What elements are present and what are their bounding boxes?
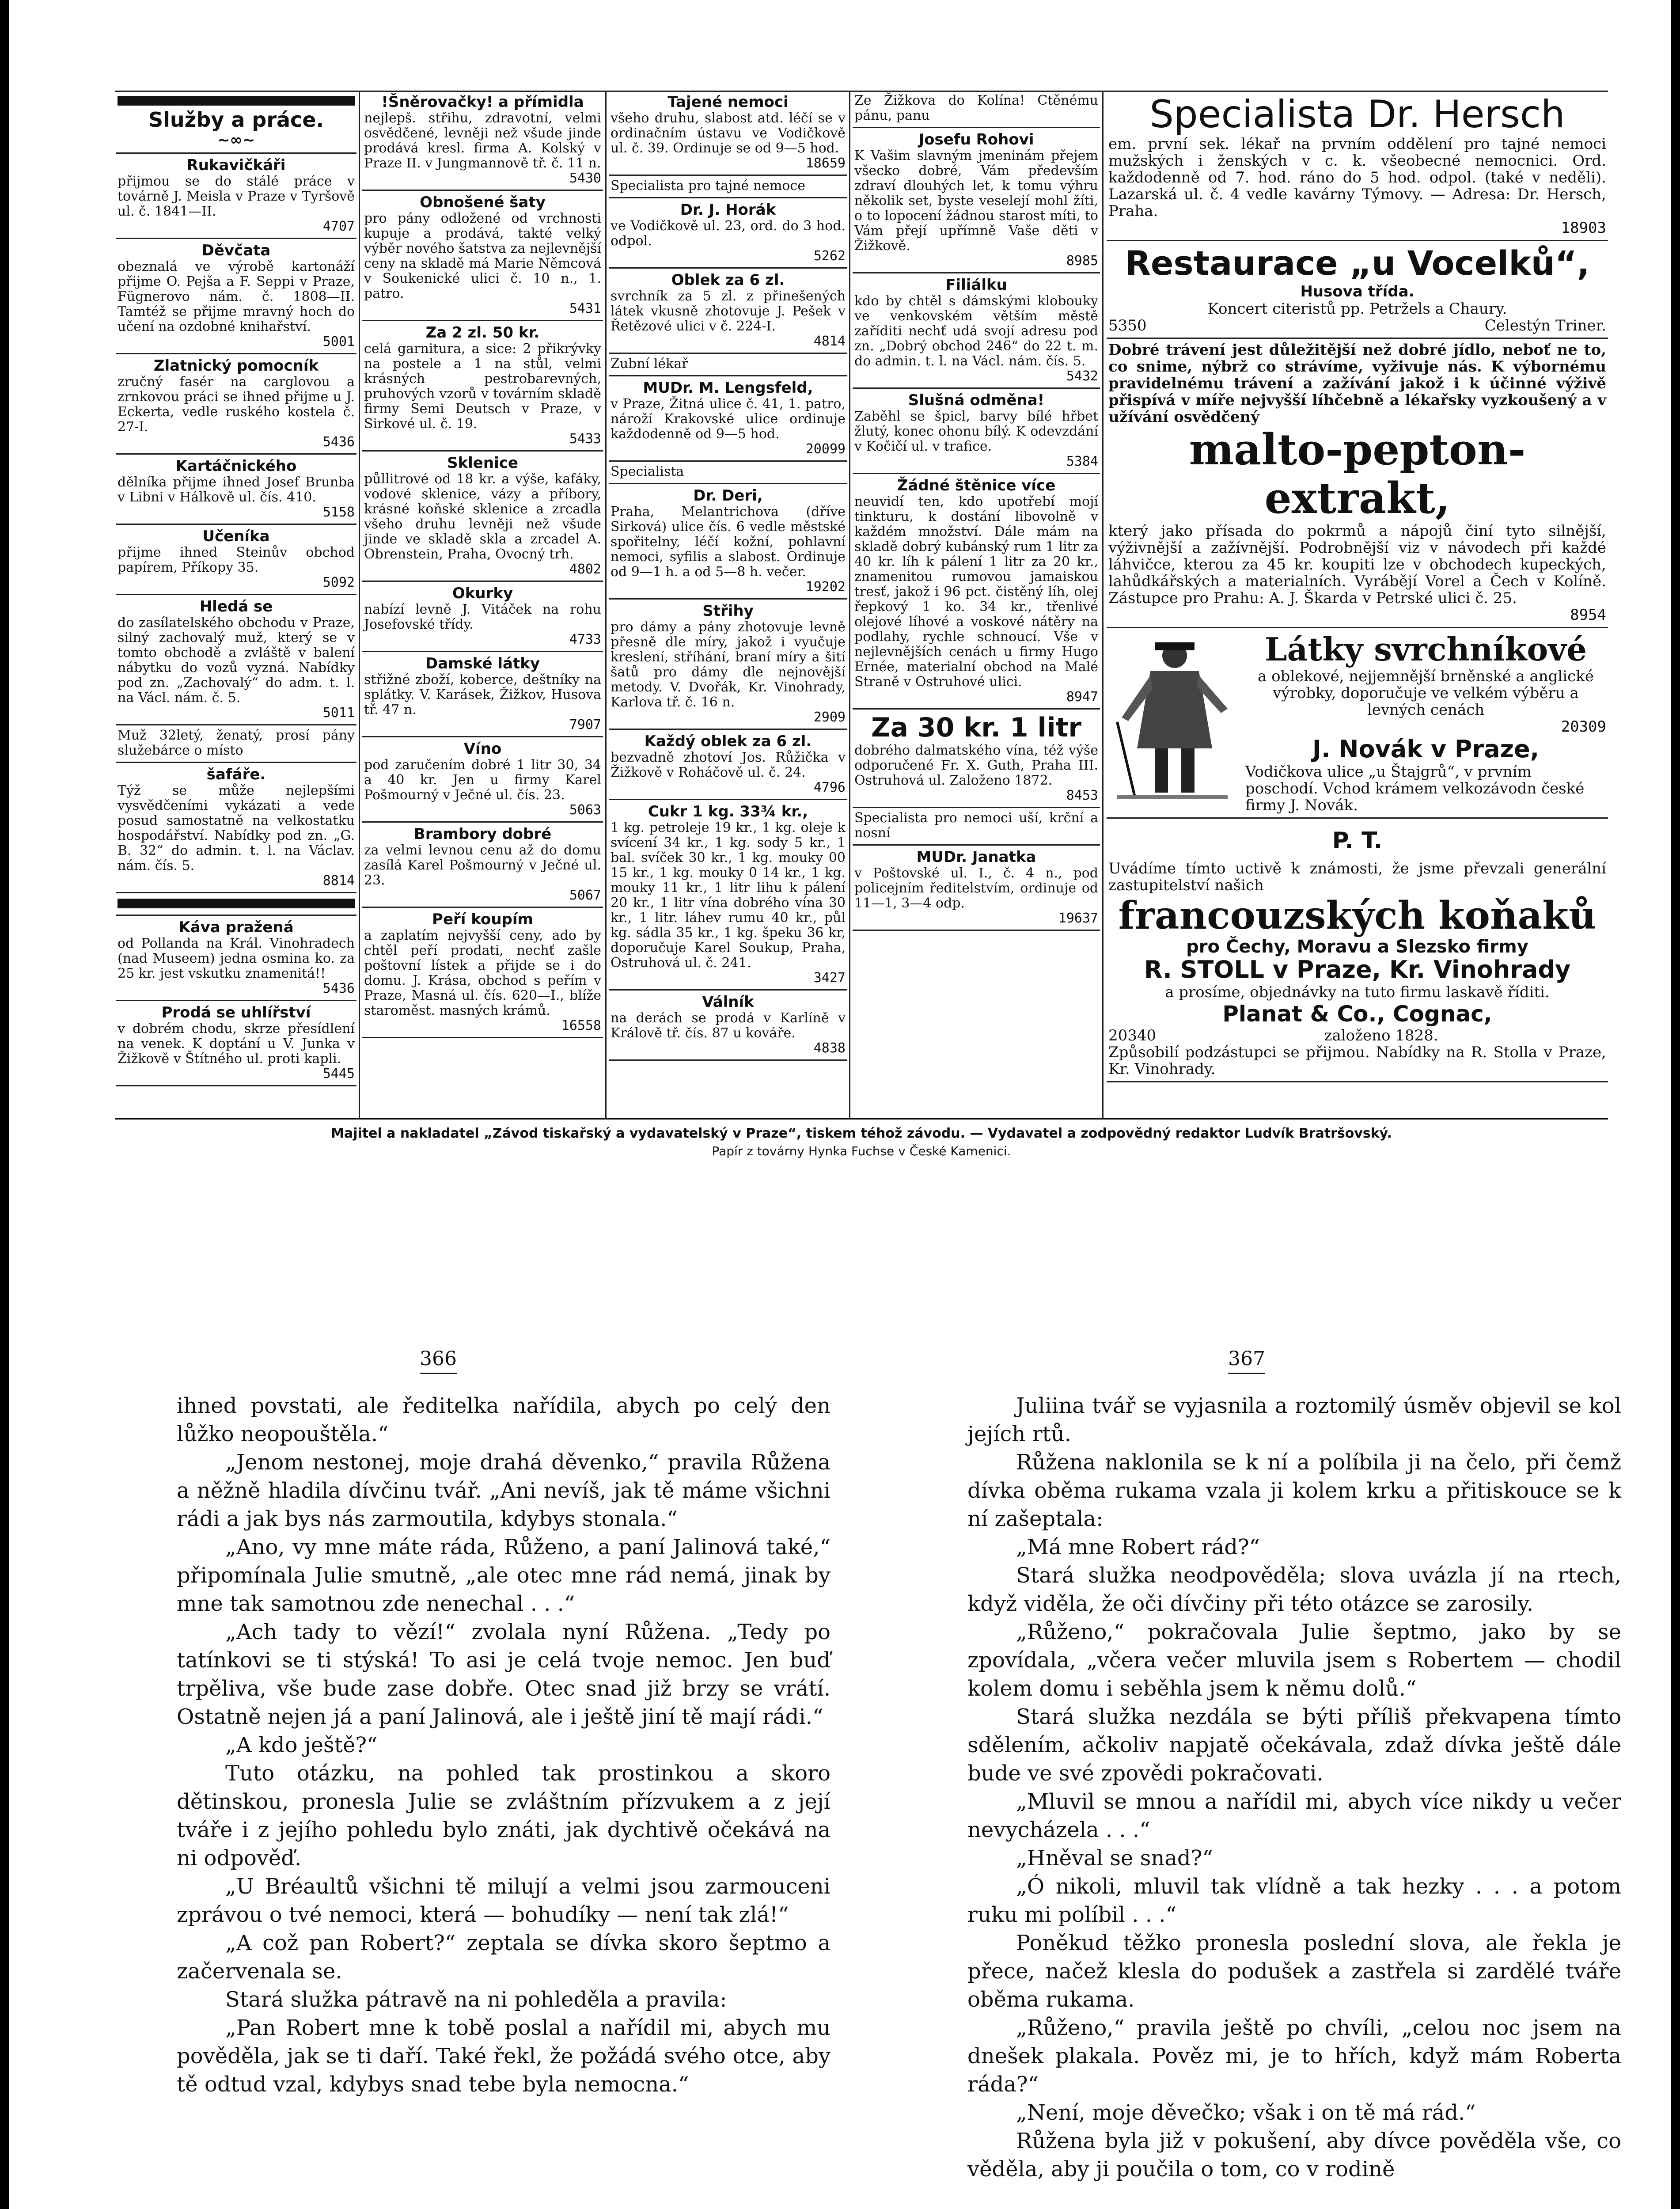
ad-text: od Pollanda na Král. Vinohradech (nad Museem) jedna osmina ko. za 25 kr. jest vskutku znamenitá!!	[118, 936, 355, 981]
separator-bar	[118, 899, 355, 908]
page-number-left	[420, 1347, 457, 1374]
imprint-line-2: Papír z továrny Hynka Fuchse v České Kamenici.	[712, 1144, 1011, 1158]
novel-paragraph: „Jenom nestonej, moje drahá děvenko,“ pravila Růžena a něžně hladila dívčinu tvář. „Ani nevíš, jak tě máme všichni rádi a jak bys nás zarmoutila, kdybys stonala.“	[177, 1450, 831, 1531]
ad-heading: Cukr 1 kg. 33¾ kr.,	[648, 803, 808, 820]
ad-text: Zubní lékař	[611, 356, 688, 372]
ad-number: 5092	[322, 575, 355, 590]
scan-edge-left	[0, 0, 9, 2209]
classified-ad	[609, 376, 847, 462]
ad-text: dělníka přijme ihned Josef Brunba v Libni v Hálkově ul. čís. 410.	[118, 474, 355, 505]
ad-text: bezvadně zhotoví Jos. Růžička v Žižkově v Roháčově ul. č. 24.	[611, 750, 846, 780]
ad-text: pro dámy a pány zhotovuje levně přesně dle míry, jakož i vyučuje kreslení, stříhání, braní míry a šití šatů pro dámy dle nejnovější metody. V. Dvořák, Kr. Vinohrady, Karlova tř. č. 16 n.	[611, 619, 846, 710]
ad-text: zručný fasér na carglovou a zrnkovou práci se ihned přijme u J. Eckerta, vedle ruského kostela č. 27-I.	[118, 374, 355, 435]
ad-number: 2909	[813, 710, 846, 725]
ad-heading: šafáře.	[206, 766, 266, 783]
ad-column-5	[1107, 91, 1608, 1082]
novel-paragraph: „A kdo ještě?“	[225, 1733, 378, 1757]
novak-title: J. Novák v Praze,	[1312, 735, 1540, 763]
novel-paragraph: „A což pan Robert?“ zeptala se dívka skoro šeptmo a začervenala se.	[177, 1931, 831, 1984]
ad-number: 4796	[813, 780, 846, 795]
classified-ad	[116, 893, 356, 916]
novel-paragraph: „Růženo,“ pravila ještě po chvíli, „celou noc jsem na dnešek plakala. Pověz mi, je to hřích, když mám Roberta ráda?“	[967, 2015, 1621, 2097]
imprint	[115, 1118, 1608, 1160]
ad-number: 7907	[569, 717, 601, 733]
classified-ad	[362, 652, 603, 737]
ad-number: 5067	[569, 888, 601, 903]
novel-paragraph: Růžena naklonila se k ní a políbila ji na čelo, při čemž dívka oběma rukama vzala ji kolem krku a přitiskouce se k ní zašeptala:	[967, 1450, 1621, 1531]
scan-edge-right	[1671, 0, 1680, 2209]
hersch-text: em. první sek. lékař na prvním oddělení pro tajné nemoci mužských i ženských v c. k. všeobecné nemocnici. Ord. každodenně od 7. hod. ráno do 5 hod. odpol. (také v neděli). Lazarská ul. č. 4 vedle kavárny Týmovy. — Adresa: Dr. Hersch, Praha.	[1108, 135, 1606, 220]
ad-heading: Sklenice	[447, 454, 518, 472]
ad-text: Týž se může nejlepšími vysvědčeními vykázati a vede posud samostatně na velkostatku hospodářství. Nabídky pod zn. „G. B. 32“ do admin. t. l. na Václav. nám. čís. 5.	[118, 783, 355, 873]
classified-ad	[362, 908, 603, 1038]
novel-paragraph: Poněkud těžko pronesla poslední slova, ale řekla je přece, načež klesla do podušek a zastřela si zardělé tváře oběma rukama.	[967, 1931, 1621, 2012]
ad-number: 5262	[813, 248, 846, 264]
ad-number: 8954	[1570, 606, 1606, 624]
ad-number: 8985	[1066, 253, 1098, 269]
ad-number: 20340	[1108, 1027, 1157, 1044]
novel-paragraph: Stará služka pátravě na ni pohleděla a pravila:	[225, 1987, 727, 2012]
classified-ad	[116, 91, 356, 154]
ad-text: půllitrové od 18 kr. a výše, kafáky, vodové sklenice, vázy a příbory, krásné koňské sklenice a zrcadla všeho druhu levněji než všude jinde ve skladě skla a zrcadel A. Obrenstein, Praha, Ovocný trh.	[364, 471, 601, 562]
novel-paragraph: „Růženo,“ pokračovala Julie šeptmo, jako by se zpovídala, „včera večer mluvila jsem s Robertem — chodil kolem domu i seběhla jsem k němu dolů.“	[967, 1620, 1621, 1701]
ad-heading: MUDr. M. Lengsfeld,	[643, 379, 813, 397]
ad-number: 19202	[805, 579, 846, 595]
ad-text: Ze Žižkova do Kolína! Ctěnému pánu, panu	[854, 93, 1098, 123]
ad-text: do zasílatelského obchodu v Praze, silný zachovalý muž, který se v tomto obchodě a zvláště v balení nábytku do vozů vyzná. Nabídky pod zn. „Zachovalý“ do adm. t. l. na Václ. nám. č. 5.	[118, 615, 355, 706]
ad-number: 8814	[322, 873, 355, 888]
classified-ad	[116, 239, 356, 354]
ad-number: 5436	[322, 434, 355, 450]
classified-ad	[609, 600, 847, 730]
novel-paragraph: „U Bréaultů všichni tě milují a velmi jsou zarmouceni zprávou o tvé nemoci, která — bohudíky — není tak zlá!“	[177, 1874, 831, 1927]
ad-text: v Poštovské ul. I., č. 4 n., pod policejním ředitelstvím, ordinuje od 11—1, 3—4 odp.	[854, 865, 1098, 911]
malto-text: který jako přísada do pokrmů a nápojů činí tyto silnější, výživnější a zažívnější. Podrobnější viz v návodech při každé láhvičce, kterou za 45 kr. koupiti lze v obchodech kupeckých, lahůdkářských a materialních. Vyrábějí Vorel a Čech v Kolíně. Zástupce pro Prahu: A. J. Škarda v Petrské ulici č. 25.	[1108, 522, 1606, 607]
ad-text: pod zaručením dobré 1 litr 30, 34 a 40 kr. Jen u firmy Karel Pošmourný v Ječné ul. čís. 23.	[364, 757, 601, 803]
ad-heading: Dr. J. Horák	[680, 201, 776, 219]
planat-firm: Planat & Co., Cognac,	[1222, 1001, 1492, 1027]
novel-paragraph: Stará služka neodpověděla; slova uvázla jí na rtech, když viděla, že oči dívčiny při této otázce se zarosily.	[967, 1563, 1621, 1616]
ad-text: svrchník za 5 zl. z přinešených látek vkusně zhotovuje J. Pešek v Řetězové ulici v č. 224-I.	[611, 288, 846, 334]
ad-heading: Káva pražená	[178, 919, 294, 936]
ad-heading: Žádné štěnice více	[897, 477, 1056, 494]
novel-page-left	[177, 1392, 831, 2099]
ad-column-1	[116, 91, 356, 1086]
ad-heading: MUDr. Janatka	[916, 848, 1036, 866]
novel-paragraph: ihned povstati, ale ředitelka nařídila, abych po celý den lůžko neopouštěla.“	[177, 1393, 831, 1446]
novel-paragraph: „Mluvil se mnou a nařídil mi, abych více nikdy u večer nevycházela . . .“	[967, 1789, 1621, 1842]
latky-title: Látky svrchníkové	[1264, 630, 1587, 668]
ad-column-3	[609, 91, 847, 1061]
ad-heading: Víno	[463, 740, 502, 758]
imprint-line-1: Majitel a nakladatel „Závod tiskařský a vydavatelský v Praze“, tiskem téhož závodu. — Vydavatel a zodpovědný redaktor Ludvík Bratršovský.	[331, 1126, 1392, 1141]
ad-text: Specialista pro tajné nemoce	[611, 178, 805, 194]
ad-text: na derách se prodá v Karlíně v Králově tř. čís. 87 u kováře.	[611, 1010, 846, 1041]
ad-text: dobrého dalmatského vína, též výše odporučené Fr. X. Guth, Praha III. Ostruhová ul. Založeno 1872.	[854, 743, 1098, 788]
classified-ad	[116, 525, 356, 595]
novel-paragraph: „Není, moje děvečko; však i on tě má rád.“	[1016, 2100, 1476, 2125]
ad-text: v Praze, Žitná ulice č. 41, 1. patro, nároží Krakovské ulice ordinuje každodenně od 9—5 hod.	[611, 396, 846, 442]
ad-text: Specialista pro nemoci uší, krční a nosní	[854, 810, 1098, 841]
classified-ad	[853, 128, 1100, 273]
ad-number: 4802	[569, 562, 601, 577]
novak-text: Vodičkova ulice „u Štajgrů“, v prvním poschodí. Vchod krámem velkozávodn české firmy J. Novák.	[1245, 763, 1585, 814]
classified-ad	[609, 91, 847, 176]
ad-number: 16558	[561, 1018, 601, 1033]
column-rule	[605, 91, 607, 1118]
malto-intro: Dobré trávení jest důležitější než dobré jídlo, neboť ne to, co snime, nýbrž co strávíme, vyživuje nás. K výbornému pravidelnému trávení a zažívání jakož i k účinné výživě přispívá v míře nejvyšší líhčebně a lékařsky vyzkoušený a v užívání osvědčený	[1108, 341, 1606, 426]
novel-paragraph: Růžena byla již v pokušení, aby dívce pověděla vše, co věděla, aby ji poučila o tom, co v rodině	[967, 2129, 1621, 2182]
ad-heading: Hledá se	[199, 598, 273, 615]
ad-text: a zaplatím nejvyšší ceny, ado by chtěl peří prodati, nechť zašle poštovní lístek a přijde se i do domu. J. Krása, obchod s peřím v Praze, Masná ul. čís. 620—I., blíže staroměst. masných krámů.	[364, 928, 601, 1018]
ad-number: 4814	[813, 334, 846, 349]
restaurant-text: Koncert citeristů pp. Petržels a Chaury.	[1207, 300, 1507, 318]
ad-heading: Střihy	[702, 602, 754, 620]
ad-heading: Zlatnický pomocník	[153, 357, 319, 375]
ad-number: 5436	[322, 981, 355, 996]
ad-number: 8947	[1066, 689, 1098, 705]
malto-title: malto-pepton-extrakt,	[1189, 425, 1526, 523]
ad-number: 5431	[569, 301, 601, 316]
man-with-coat-illustration	[1108, 634, 1236, 801]
classified-ad	[116, 725, 356, 763]
classified-ad	[853, 846, 1100, 931]
novel-paragraph: Tuto otázku, na pohled tak prostinkou a skoro dětinskou, pronesla Julie se zvláštním přízvukem a z její tváře i z jejího pohledu bylo znáti, jak dychtivě očekává na ni odpověď.	[177, 1761, 831, 1871]
classified-ad	[609, 991, 847, 1061]
ad-number: 18903	[1561, 219, 1606, 237]
classified-ad	[609, 198, 847, 269]
classified-ad	[116, 1001, 356, 1086]
classified-ad	[116, 354, 356, 455]
classified-ad	[609, 269, 847, 354]
classified-ad	[853, 710, 1100, 808]
ad-text: K Vašim slavným jmeninám přejem všecko dobré, Vám především zdraví dlouhých let, k tomu výhru několik set, byste veselejí mohl žíti, o to lopocení žádnou starost míti, to Vám přejí upřímně Vaše děti v Žižkově.	[854, 148, 1098, 254]
novel-paragraph: Juliina tvář se vyjasnila a roztomilý úsměv objevil se kol jejích rtů.	[967, 1393, 1621, 1446]
ad-text: ve Vodičkově ul. 23, ord. do 3 hod. odpol.	[611, 218, 846, 249]
classified-ad	[853, 808, 1100, 846]
ad-text: za velmi levnou cenu až do domu zasílá Karel Pošmourný v Ječné ul. 23.	[364, 843, 601, 888]
ad-number: 5432	[1066, 368, 1098, 384]
classified-ad	[609, 462, 847, 484]
novel-paragraph: „Ó nikoli, mluvil tak vlídně a tak hezky . . . a potom ruku mi políbil . . .“	[967, 1874, 1621, 1927]
ad-text: kdo by chtěl s dámskými klobouky ve venkovském větším městě zaříditi nechť udá svojí adresu pod zn. „Dobrý obchod 246“ do 22 t. m. do admin. t. l. na Václ. nám. čís. 5.	[854, 293, 1098, 369]
novel-paragraph: „Hněval se snad?“	[1016, 1846, 1213, 1871]
restaurant-title: Restaurace „u Vocelků“,	[1125, 243, 1590, 283]
ad-number: 4733	[569, 632, 601, 647]
page-number-text: 366	[420, 1347, 457, 1370]
novel-paragraph: „Ach tady to vězí!“ zvolala nyní Růžena. „Tedy po tatínkovi se ti stýská! To asi je celá tvoje nemoc. Jen buď trpěliva, vše bude zase dobře. Otec snad již brzy se vrátí. Ostatně nejen já a paní Jalinová, ale i ještě jiní tě mají rádi.“	[177, 1620, 831, 1729]
ad-column-2	[362, 91, 603, 1038]
ad-text: pro pány odložené od vrchnosti kupuje a prodává, takté velký výběr nového šatstva za nejlevnější ceny na skladě má Marie Němcová v Soukenické ulici č. 10 n., 1. patro.	[364, 211, 601, 301]
ad-heading: Dr. Deri,	[693, 487, 763, 505]
ad-heading: Kartáčnického	[175, 457, 297, 475]
classified-ad	[362, 91, 603, 191]
pt-title: P. T.	[1332, 827, 1383, 854]
ad-number: 5384	[1066, 454, 1098, 469]
ad-heading: Peří koupím	[432, 911, 533, 928]
classified-ad	[609, 484, 847, 600]
ad-big-heading: Za 30 kr. 1 litr	[871, 712, 1081, 743]
ad-number: 19637	[1058, 911, 1098, 926]
classified-ad	[116, 763, 356, 893]
ad-heading: Slušná odměna!	[908, 391, 1045, 409]
ad-text: nabízí levně J. Vitáček na rohu Josefovské třídy.	[364, 602, 601, 632]
classified-ad	[362, 452, 603, 582]
ad-text: neuvidí ten, kdo upotřebí mojí tinkturu, k dostání libovolně v každém množství. Dále mám na skladě dobrý kubánský rum 1 litr za 40 kr. líh k pálení 1 litr za 20 kr., znamenitou rumovou jamaiskou tresť, jakož i 96 pct. čistěný líh, olej řepkový 1 ko. 34 kr., třenlivé olejové líhové a voskové nátěry na podlahy, rychle schnoucí. Vše v nejlevnějších cenách u firmy Hugo Ernée, materialní obchod na Malé Straně v Ostruhové ulici.	[854, 494, 1098, 690]
ad-number: 5011	[322, 705, 355, 721]
classified-ad	[362, 582, 603, 652]
ad-text: všeho druhu, slabost atd. léčí se v ordinačním ústavu ve Vodičkově ul. č. 39. Ordinuje se od 9—5 hod.	[611, 110, 846, 156]
classified-ad	[362, 823, 603, 908]
novel-paragraph: „Ano, vy mne máte ráda, Růženo, a paní Jalinová také,“ připomínala Julie smutně, „ale otec mne rád nemá, jinak by mne tak samotnou zde nenechal . . .“	[177, 1535, 831, 1616]
restaurant-subtitle: Husova třída.	[1300, 283, 1415, 300]
hersch-title: Specialista Dr. Hersch	[1149, 92, 1565, 137]
ad-heading: Oblek za 6 zl.	[671, 271, 785, 289]
classified-ad	[609, 730, 847, 800]
ad-heading: Děvčata	[201, 242, 271, 259]
ad-text: přijmou se do stálé práce v továrně J. Meisla v Praze v Tyršově ul. č. 1841—II.	[118, 174, 355, 219]
ornament: ~∞~	[217, 131, 255, 149]
ad-number: 4838	[813, 1040, 846, 1056]
classified-ad	[362, 321, 603, 452]
classified-ad	[853, 474, 1100, 710]
ad-heading: Každý oblek za 6 zl.	[644, 733, 812, 750]
classified-ad	[116, 455, 356, 525]
ad-number: 5158	[322, 505, 355, 520]
ad-number: 20309	[1561, 718, 1606, 736]
novel-page-right	[967, 1392, 1621, 2183]
ad-text: 1 kg. petroleje 19 kr., 1 kg. oleje k svícení 34 kr., 1 kg. sody 5 kr., 1 bal. svíček 30 kr., 1 kg. mouky 00 15 kr., 1 kg. mouky 0 14 kr., 1 kg. mouky 11 kr., 1 litr lihu k pálení 20 kr., 1 litr vína dobrého vína 30 kr., 1 litr. láhev rumu 40 kr., půl kg. sádla 35 kr., 1 kg. špeku 36 kr, doporučuje Karel Soukup, Praha, Ostruhová ul. č. 241.	[611, 820, 846, 971]
stoll-firm: R. STOLL v Praze, Kr. Vinohrady	[1144, 956, 1571, 983]
ad-heading: Okurky	[452, 585, 513, 602]
ad-number: 5445	[322, 1066, 355, 1082]
planat-text: Způsobilí podzástupci se přijmou. Nabídky na R. Stolla v Praze, Kr. Vinohrady.	[1108, 1044, 1606, 1078]
section-bar	[118, 96, 355, 106]
classified-ad	[609, 354, 847, 376]
classified-ad	[853, 91, 1100, 128]
ad-number: 5001	[322, 334, 355, 349]
novel-paragraph: „Má mne Robert rád?“	[1016, 1535, 1260, 1560]
ad-text: střižné zboží, koberce, deštníky na splátky. V. Karásek, Žižkov, Husova tř. 47 n.	[364, 672, 601, 717]
restaurant-owner: Celestýn Triner.	[1484, 317, 1606, 334]
ad-heading: Damské látky	[425, 655, 540, 672]
page-number-right	[1228, 1347, 1265, 1374]
planat-year: založeno 1828.	[1324, 1027, 1438, 1044]
ad-number: 20099	[805, 441, 846, 457]
classified-ad	[116, 154, 356, 239]
ad-number: 5063	[569, 802, 601, 818]
ad-heading: Brambory dobré	[413, 825, 552, 843]
ad-heading: Tajené nemoci	[667, 93, 789, 111]
ad-heading: !Šněrovačky! a přímidla	[381, 93, 584, 111]
ad-text: celá garnitura, a sice: 2 přikrývky na postele a 1 na stůl, velmi krásných pestrobarevných, pruhových vzorů v továrním skladě firmy Semi Deutsch v Praze, v Sirkové ul. č. 19.	[364, 341, 601, 432]
ad-number: 5350	[1108, 317, 1147, 334]
ad-heading: Josefu Rohovi	[918, 131, 1034, 148]
classified-ad	[362, 191, 603, 321]
column-rule	[1102, 91, 1104, 1118]
ad-heading: Filiálku	[945, 276, 1007, 294]
ad-number: 5430	[569, 171, 601, 186]
classified-ad	[609, 176, 847, 198]
ad-number: 5433	[569, 431, 601, 447]
ad-number: 8453	[1066, 788, 1098, 803]
ad-text: Praha, Melantrichova (dříve Sirková) ulice čís. 6 vedle městské spořitelny, léčí kožní, pohlavní nemoci, syfilis a slabost. Ordinuje od 9—1 h. a od 5—8 h. večer.	[611, 504, 846, 580]
latky-text: a oblekové, nejjemnější brněnské a anglické výrobky, doporučuje ve velkém výběru a levných cenách	[1258, 668, 1594, 719]
ad-number: 4707	[322, 219, 355, 234]
ad-heading: Prodá se uhlířství	[161, 1004, 311, 1021]
novel-paragraph: „Pan Robert mne k tobě poslal a nařídil mi, abych mu pověděla, jak se ti daří. Také řekl, že požádá svého otce, aby tě odtud vzal, kdybys snad tebe byla nemocna.“	[177, 2015, 831, 2097]
ad-heading: Učeníka	[202, 528, 270, 545]
ad-text: přijme ihned Steinův obchod papírem, Příkopy 35.	[118, 545, 355, 575]
section-heading: Služby a práce.	[148, 108, 324, 132]
classified-ad	[609, 800, 847, 991]
classified-ad	[853, 273, 1100, 389]
ad-heading: Válník	[702, 993, 754, 1011]
ad-column-4	[853, 91, 1100, 931]
ad-text: nejlepš. střihu, zdravotní, velmi osvědčené, levněji než všude jinde prodává kresl. firma A. Kolský v Praze II. v Jungmannově tř. č. 11 n.	[364, 110, 601, 171]
classified-ad	[853, 389, 1100, 474]
konak-title: francouzských koňaků	[1118, 893, 1597, 938]
classified-ad	[116, 916, 356, 1001]
ad-text: v dobrém chodu, skrze přesídlení na venek. K doptání u V. Junka v Žižkově v Štítného ul. proti kapli.	[118, 1021, 355, 1067]
classified-ad	[116, 595, 356, 725]
ad-text: obeznalá ve výrobě kartonáží přijme O. Pejša a F. Seppi v Praze, Fügnerovo nám. č. 1808—II. Tamtéž se přijme mravný hoch do učení na ozdobné knihařství.	[118, 259, 355, 334]
ad-heading: Za 2 zl. 50 kr.	[425, 324, 540, 342]
ad-number: 3427	[813, 970, 846, 986]
pt-text: Uvádíme tímto uctivě k známosti, že jsme převzali generální zastupitelství našich	[1108, 860, 1606, 894]
konak-subtitle: pro Čechy, Moravu a Slezsko firmy	[1186, 937, 1528, 957]
novel-paragraph: Stará služka nezdála se býti příliš překvapena tímto sdělením, ačkoliv napjatě očekávala, zdaž dívka ještě dále bude ve své zpovědi pokračovati.	[967, 1704, 1621, 1786]
ad-heading: Rukavičkáři	[186, 156, 286, 174]
column-rule	[849, 91, 850, 1118]
classified-ad	[362, 737, 603, 823]
ad-number: 18659	[805, 156, 846, 171]
page-number-text: 367	[1228, 1347, 1265, 1370]
ad-text: Muž 32letý, ženatý, prosí pány služebárce o místo	[118, 728, 355, 758]
ad-text: Zaběhl se špicl, barvy bílé hřbet žlutý, konec ohonu bílý. K odevzdání v Kočičí ul. v trafice.	[854, 409, 1098, 454]
ad-text: Specialista	[611, 464, 684, 479]
column-rule	[359, 91, 360, 1118]
stoll-text: a prosíme, objednávky na tuto firmu laskavě říditi.	[1165, 983, 1550, 1001]
ad-heading: Obnošené šaty	[420, 194, 546, 211]
